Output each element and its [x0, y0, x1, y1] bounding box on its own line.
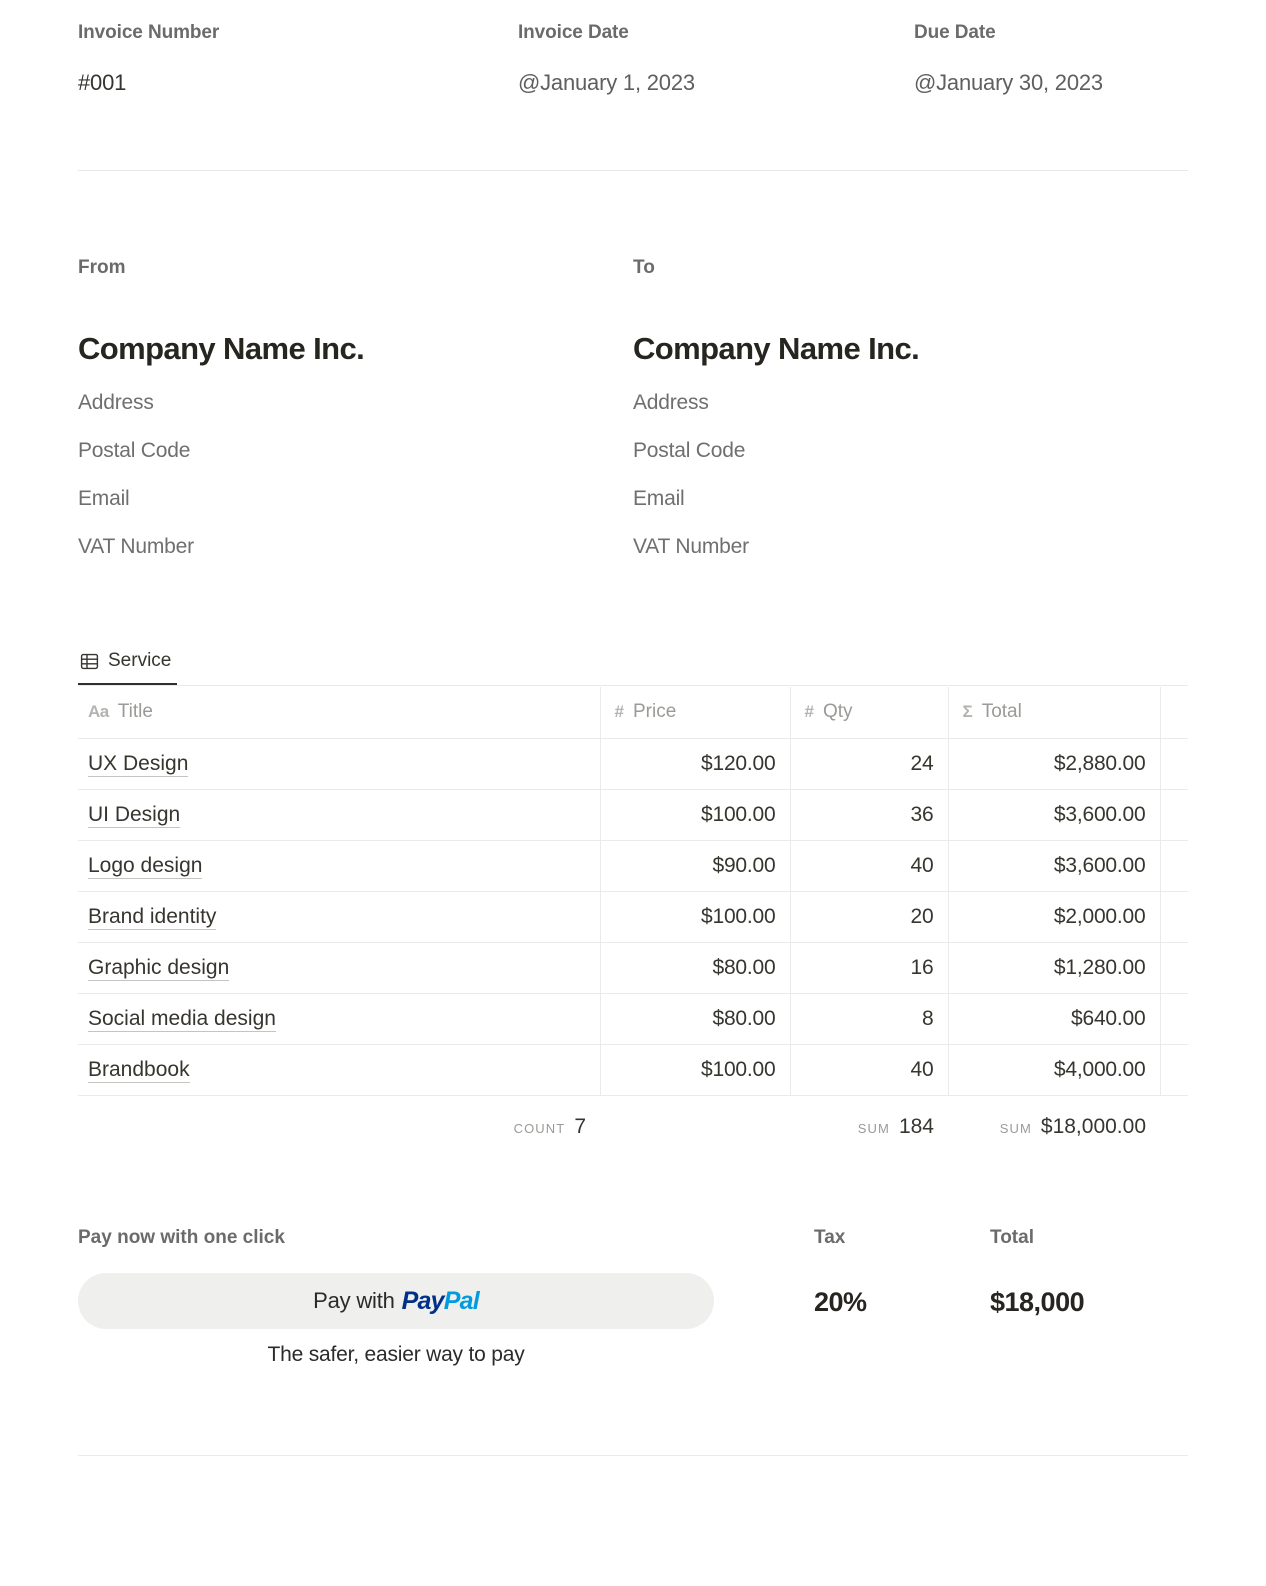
row-title-text: Brand identity — [88, 904, 217, 928]
to-vat-number[interactable]: VAT Number — [633, 535, 749, 558]
row-title-text: Graphic design — [88, 955, 230, 979]
summary-count-label: COUNT — [513, 1121, 566, 1137]
row-title-text: Social media design — [88, 1006, 276, 1030]
summary-total-label: SUM — [999, 1121, 1032, 1137]
text-type-icon: Aa — [88, 702, 109, 722]
cell-qty[interactable]: 40 — [790, 840, 948, 891]
total-block — [990, 1227, 1084, 1367]
sigma-icon: Σ — [962, 702, 973, 722]
tax-label: Tax — [814, 1227, 846, 1248]
number-type-icon: # — [614, 702, 624, 722]
cell-total: $1,280.00 — [948, 942, 1160, 993]
cell-spacer — [1160, 789, 1188, 840]
from-company-name[interactable]: Company Name Inc. — [78, 331, 365, 366]
table-row[interactable] — [78, 993, 1188, 1044]
to-block — [633, 257, 1188, 559]
table-icon — [80, 652, 99, 671]
invoice-number-label: Invoice Number — [78, 22, 220, 43]
cell-spacer — [1160, 891, 1188, 942]
to-company-name[interactable]: Company Name Inc. — [633, 331, 920, 366]
summary-qty-value: 184 — [898, 1115, 934, 1139]
cell-qty[interactable]: 20 — [790, 891, 948, 942]
cell-total: $3,600.00 — [948, 789, 1160, 840]
cell-price[interactable]: $80.00 — [600, 993, 790, 1044]
cell-title[interactable] — [78, 840, 600, 891]
column-header-qty[interactable] — [790, 687, 948, 738]
footer-divider — [78, 1455, 1188, 1456]
total-value: $18,000 — [990, 1287, 1085, 1317]
table-row[interactable] — [78, 840, 1188, 891]
column-header-title-label: Title — [117, 701, 153, 723]
column-header-price[interactable] — [600, 687, 790, 738]
tax-value[interactable]: 20% — [814, 1287, 867, 1317]
row-title-text: Brandbook — [88, 1057, 190, 1081]
from-email[interactable]: Email — [78, 487, 130, 510]
column-header-spacer — [1160, 687, 1188, 738]
table-row[interactable] — [78, 738, 1188, 789]
table-summary-row — [78, 1095, 1188, 1153]
from-block — [78, 257, 633, 559]
summary-qty-label: SUM — [857, 1121, 890, 1137]
cell-title[interactable] — [78, 942, 600, 993]
column-header-price-label: Price — [632, 701, 677, 723]
to-address[interactable]: Address — [633, 391, 709, 414]
summary-count[interactable] — [78, 1095, 600, 1153]
due-date-value[interactable]: @January 30, 2023 — [914, 70, 1103, 95]
to-postal-code[interactable]: Postal Code — [633, 439, 746, 462]
cell-spacer — [1160, 1044, 1188, 1095]
table-tab-strip — [78, 650, 1188, 686]
summary-total-value: $18,000.00 — [1040, 1115, 1146, 1139]
cell-title[interactable] — [78, 738, 600, 789]
cell-spacer — [1160, 738, 1188, 789]
cell-qty[interactable]: 8 — [790, 993, 948, 1044]
cell-title[interactable] — [78, 1044, 600, 1095]
due-date-label: Due Date — [914, 22, 996, 43]
to-email[interactable]: Email — [633, 487, 685, 510]
summary-total[interactable] — [948, 1095, 1160, 1153]
cell-price[interactable]: $100.00 — [600, 789, 790, 840]
cell-title[interactable] — [78, 993, 600, 1044]
paypal-tagline: The safer, easier way to pay — [267, 1343, 525, 1366]
cell-total: $2,880.00 — [948, 738, 1160, 789]
to-label: To — [633, 257, 655, 278]
meta-divider — [78, 170, 1188, 171]
row-title-text: UI Design — [88, 802, 181, 826]
cell-total: $4,000.00 — [948, 1044, 1160, 1095]
number-type-icon: # — [804, 702, 814, 722]
summary-qty[interactable] — [790, 1095, 948, 1153]
invoice-date-value[interactable]: @January 1, 2023 — [518, 70, 695, 95]
from-postal-code[interactable]: Postal Code — [78, 439, 191, 462]
cell-title[interactable] — [78, 789, 600, 840]
service-table-section — [78, 651, 1188, 1153]
paypal-logo: PayPal — [401, 1286, 479, 1315]
tab-service-label: Service — [108, 650, 172, 671]
tax-block — [814, 1227, 990, 1367]
cell-total: $2,000.00 — [948, 891, 1160, 942]
cell-qty[interactable]: 16 — [790, 942, 948, 993]
summary-spacer — [1160, 1095, 1188, 1153]
invoice-date-label: Invoice Date — [518, 22, 629, 43]
cell-total: $3,600.00 — [948, 840, 1160, 891]
from-vat-number[interactable]: VAT Number — [78, 535, 194, 558]
cell-title[interactable] — [78, 891, 600, 942]
summary-count-value: 7 — [574, 1115, 586, 1139]
service-table — [78, 687, 1188, 1153]
cell-price[interactable]: $120.00 — [600, 738, 790, 789]
pay-with-paypal-button[interactable] — [78, 1273, 714, 1329]
cell-spacer — [1160, 840, 1188, 891]
row-title-text: Logo design — [88, 853, 203, 877]
column-header-title[interactable] — [78, 687, 600, 738]
cell-qty[interactable]: 36 — [790, 789, 948, 840]
payment-section — [78, 1227, 1188, 1367]
cell-qty[interactable]: 40 — [790, 1044, 948, 1095]
table-row[interactable] — [78, 789, 1188, 840]
from-address[interactable]: Address — [78, 391, 154, 414]
due-date-field — [914, 22, 1103, 96]
table-header-row — [78, 687, 1188, 738]
column-header-total[interactable] — [948, 687, 1160, 738]
cell-price[interactable]: $100.00 — [600, 1044, 790, 1095]
totals-block — [814, 1227, 1084, 1367]
cell-total: $640.00 — [948, 993, 1160, 1044]
cell-price[interactable]: $100.00 — [600, 891, 790, 942]
cell-spacer — [1160, 942, 1188, 993]
table-row[interactable] — [78, 942, 1188, 993]
pay-now-label: Pay now with one click — [78, 1227, 285, 1248]
invoice-number-field — [78, 22, 518, 96]
invoice-meta — [78, 0, 1188, 96]
cell-qty[interactable]: 24 — [790, 738, 948, 789]
from-label: From — [78, 257, 126, 278]
cell-price[interactable]: $80.00 — [600, 942, 790, 993]
summary-price-empty[interactable] — [600, 1095, 790, 1153]
total-label: Total — [990, 1227, 1034, 1248]
column-header-qty-label: Qty — [822, 701, 853, 723]
row-title-text: UX Design — [88, 751, 189, 775]
tab-service[interactable] — [78, 650, 177, 685]
cell-spacer — [1160, 993, 1188, 1044]
column-header-total-label: Total — [981, 701, 1022, 723]
pay-with-paypal-label: Pay with — [313, 1288, 395, 1313]
pay-now-block — [78, 1227, 814, 1367]
invoice-number-value[interactable]: #001 — [78, 70, 127, 95]
table-row[interactable] — [78, 891, 1188, 942]
cell-price[interactable]: $90.00 — [600, 840, 790, 891]
invoice-date-field — [518, 22, 914, 96]
parties-section — [78, 257, 1188, 559]
table-row[interactable] — [78, 1044, 1188, 1095]
